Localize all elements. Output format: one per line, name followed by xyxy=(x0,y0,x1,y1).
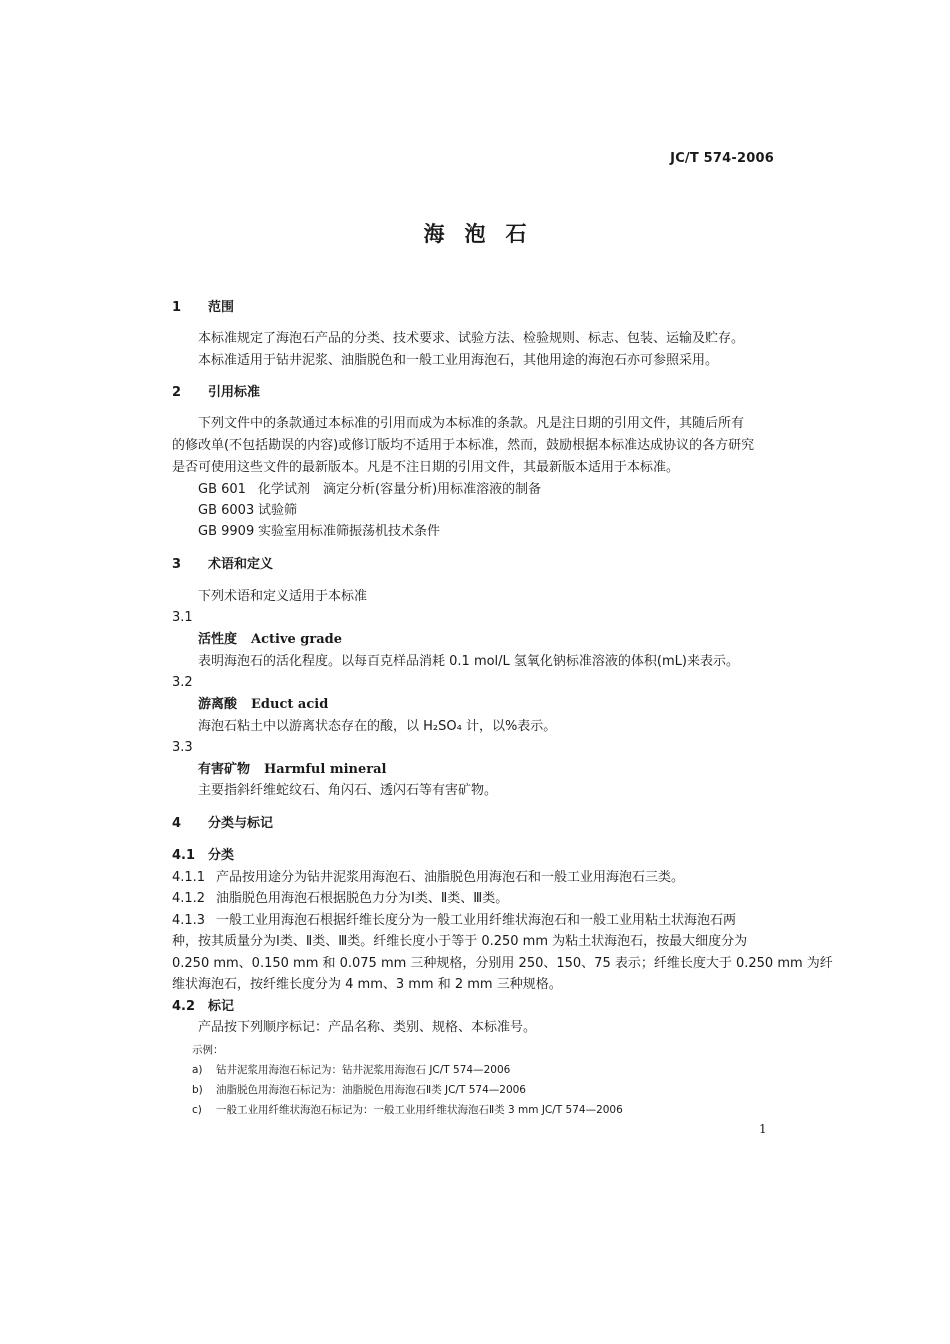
subsection-4-1-heading xyxy=(172,848,234,864)
clause-text: 一般工业用海泡石根据纤维长度分为一般工业用纤维状海泡石和一般工业用粘土状海泡石两 xyxy=(216,913,737,928)
term-zh: 游离酸 xyxy=(198,697,238,712)
subsection-number: 4.1 xyxy=(172,848,196,863)
example-text: 油脂脱色用海泡石标记为：油脂脱色用海泡石Ⅱ类 JC/T 574—2006 xyxy=(216,1084,526,1096)
example-item xyxy=(192,1102,623,1118)
term-definition: 海泡石粘土中以游离状态存在的酸，以 H₂SO₄ 计，以%表示。 xyxy=(198,719,557,734)
paragraph: 产品按下列顺序标记：产品名称、类别、规格、本标准号。 xyxy=(198,1020,537,1035)
clause-4-1-1 xyxy=(172,870,684,886)
term-definition: 主要指斜纤维蛇纹石、角闪石、透闪石等有害矿物。 xyxy=(198,783,498,798)
paragraph-line: 的修改单(不包括勘误的内容)或修订版均不适用于本标准，然而，鼓励根据本标准达成协议的各方研究 xyxy=(172,438,755,453)
example-marker: a) xyxy=(192,1064,203,1076)
section-number: 3 xyxy=(172,557,182,572)
section-title: 术语和定义 xyxy=(208,557,274,572)
example-text: 一般工业用纤维状海泡石标记为：一般工业用纤维状海泡石Ⅱ类 3 mm JC/T 574—2006 xyxy=(216,1104,623,1116)
section-title: 范围 xyxy=(208,300,235,315)
subsection-number: 4.2 xyxy=(172,999,196,1014)
section-title: 引用标准 xyxy=(208,385,261,400)
reference-item xyxy=(198,482,541,498)
term-en: Educt acid xyxy=(251,697,329,712)
term-definition: 表明海泡石的活化程度。以每百克样品消耗 0.1 mol/L 氢氧化钠标准溶液的体积(mL)来表示。 xyxy=(198,654,739,669)
subsection-title: 标记 xyxy=(208,999,235,1014)
paragraph: 本标准适用于钻井泥浆、油脂脱色和一般工业用海泡石，其他用途的海泡石亦可参照采用。 xyxy=(198,353,719,368)
section-number: 4 xyxy=(172,816,182,831)
clause-text: 产品按用途分为钻井泥浆用海泡石、油脂脱色用海泡石和一般工业用海泡石三类。 xyxy=(216,870,685,885)
clause-text: 油脂脱色用海泡石根据脱色力分为Ⅰ类、Ⅱ类、Ⅲ类。 xyxy=(216,891,509,906)
term-title xyxy=(198,697,328,713)
reference-item xyxy=(198,503,297,519)
section-1-heading xyxy=(172,300,234,316)
reference-name: 试验筛 xyxy=(258,503,298,518)
example-marker: c) xyxy=(192,1104,202,1116)
reference-name: 实验室用标准筛振荡机技术条件 xyxy=(258,524,441,539)
subsection-4-2-heading xyxy=(172,999,234,1015)
example-item xyxy=(192,1082,526,1098)
standard-number: JC/T 574-2006 xyxy=(670,151,774,166)
clause-4-1-3 xyxy=(172,913,736,929)
paragraph-line: 0.250 mm、0.150 mm 和 0.075 mm 三种规格，分别用 250、150、75 表示；纤维长度大于 0.250 mm 为纤 xyxy=(172,956,833,971)
term-title xyxy=(198,762,386,778)
section-4-heading xyxy=(172,816,273,832)
term-number: 3.1 xyxy=(172,610,193,625)
paragraph-line: 是否可使用这些文件的最新版本。凡是不注日期的引用文件，其最新版本适用于本标准。 xyxy=(172,460,680,475)
paragraph: 本标准规定了海泡石产品的分类、技术要求、试验方法、检验规则、标志、包装、运输及贮存。 xyxy=(198,331,745,346)
document-title: 海泡石 xyxy=(423,222,547,246)
term-zh: 活性度 xyxy=(198,632,238,647)
clause-number: 4.1.1 xyxy=(172,870,206,885)
term-number: 3.2 xyxy=(172,675,193,690)
reference-code: GB 6003 xyxy=(198,503,255,518)
paragraph-line: 维状海泡石，按纤维长度分为 4 mm、3 mm 和 2 mm 三种规格。 xyxy=(172,977,562,992)
subsection-title: 分类 xyxy=(208,848,235,863)
term-zh: 有害矿物 xyxy=(198,762,251,777)
section-3-heading xyxy=(172,557,273,573)
clause-number: 4.1.3 xyxy=(172,913,206,928)
term-en: Active grade xyxy=(251,632,343,647)
section-2-heading xyxy=(172,385,260,401)
reference-item xyxy=(198,524,440,540)
paragraph-line: 种，按其质量分为Ⅰ类、Ⅱ类、Ⅲ类。纤维长度小于等于 0.250 mm 为粘土状海泡石，按最大细度分为 xyxy=(172,934,748,949)
reference-name: 化学试剂 滴定分析(容量分析)用标准溶液的制备 xyxy=(258,482,542,497)
page-number: 1 xyxy=(759,1122,767,1136)
paragraph-line: 下列文件中的条款通过本标准的引用而成为本标准的条款。凡是注日期的引用文件，其随后所有 xyxy=(198,416,745,431)
section-number: 2 xyxy=(172,385,182,400)
example-item xyxy=(192,1062,510,1078)
reference-code: GB 601 xyxy=(198,482,246,497)
paragraph: 下列术语和定义适用于本标准 xyxy=(198,589,368,604)
term-en: Harmful mineral xyxy=(264,762,387,777)
example-label: 示例： xyxy=(192,1044,224,1056)
term-title xyxy=(198,632,342,648)
example-text: 钻井泥浆用海泡石标记为：钻井泥浆用海泡石 JC/T 574—2006 xyxy=(216,1064,511,1076)
clause-number: 4.1.2 xyxy=(172,891,206,906)
example-marker: b) xyxy=(192,1084,203,1096)
clause-4-1-2 xyxy=(172,891,508,907)
section-title: 分类与标记 xyxy=(208,816,274,831)
reference-code: GB 9909 xyxy=(198,524,255,539)
term-number: 3.3 xyxy=(172,740,193,755)
section-number: 1 xyxy=(172,300,182,315)
